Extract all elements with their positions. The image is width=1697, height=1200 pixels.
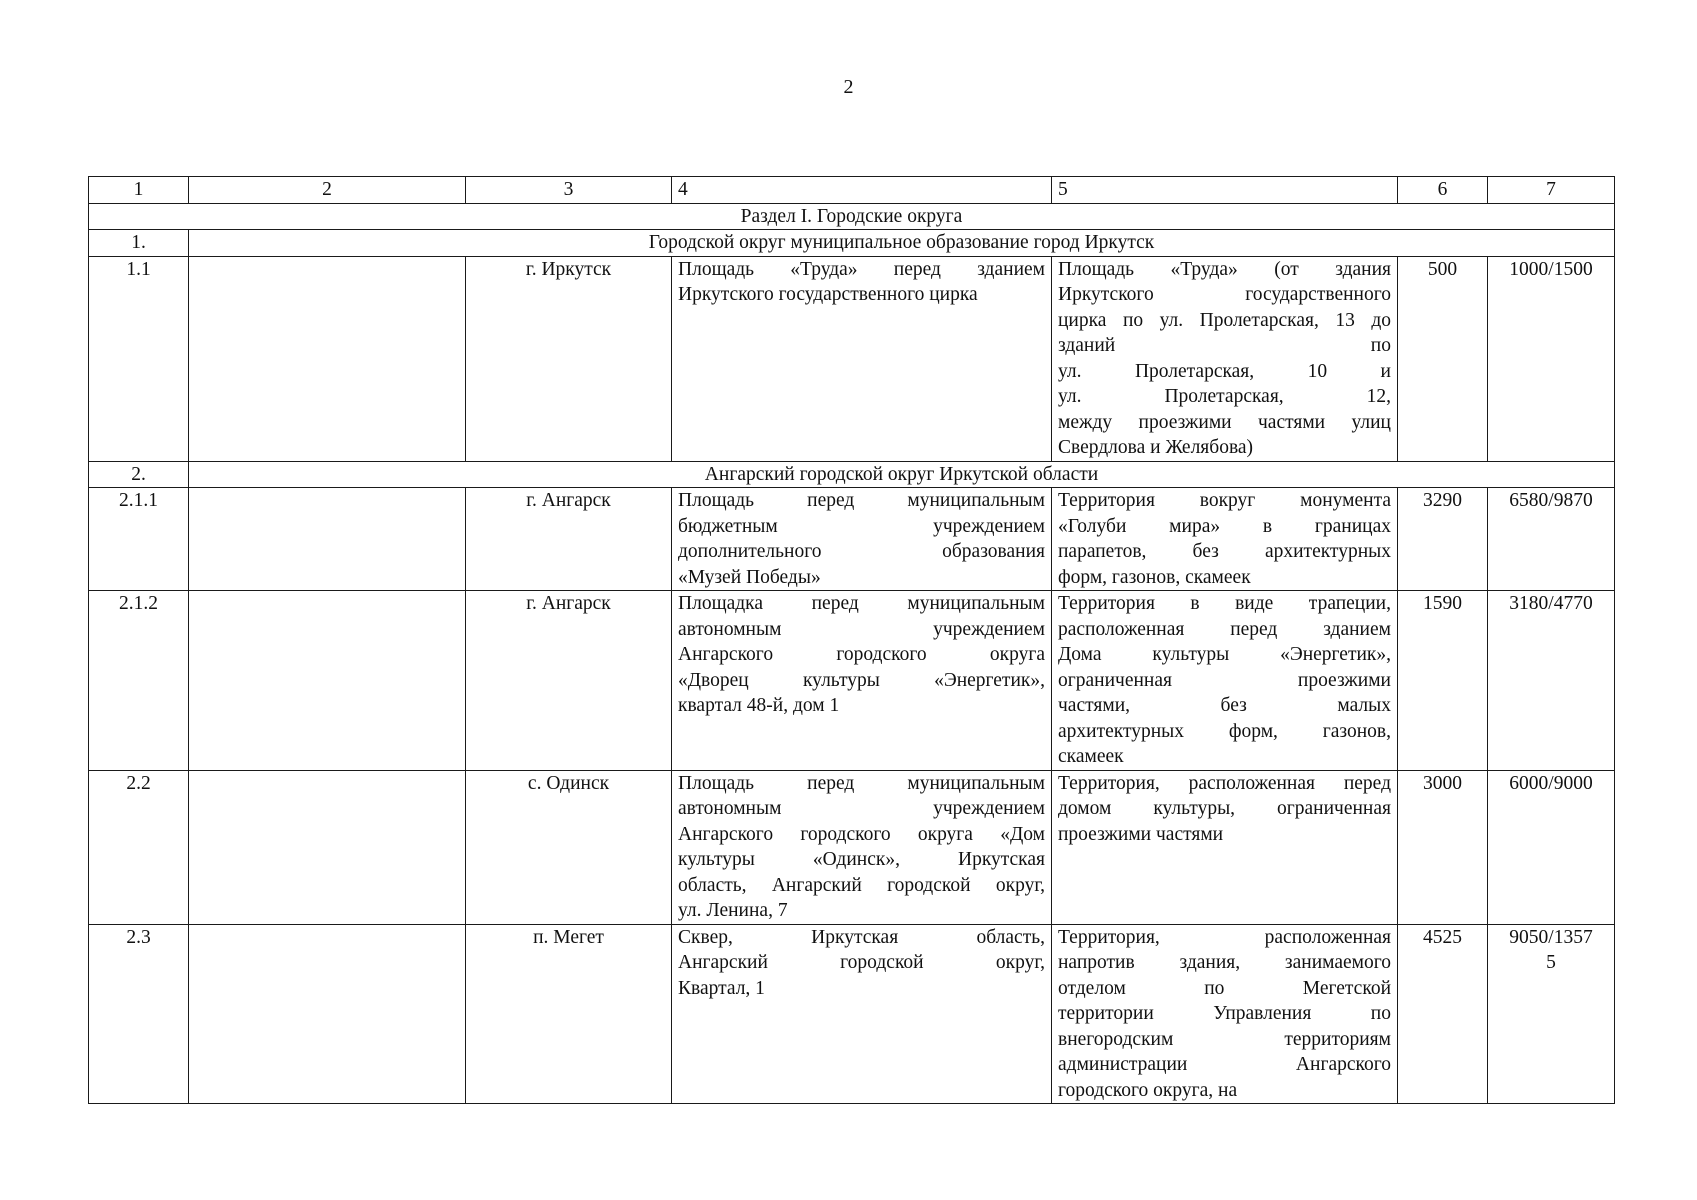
name-cell-line: Квартал, 1 [678,977,765,999]
col7-line: 5 [1546,952,1556,973]
col2-cell [189,924,466,1104]
description-cell-line: городского округа, на [1058,1079,1238,1101]
name-cell-line: бюджетным учреждением [678,515,1045,537]
column-number: 2 [189,177,466,204]
column-number: 4 [672,177,1052,204]
name-cell-line: Площадь перед муниципальным [678,772,1045,794]
name-cell-line: автономным учреждением [678,618,1045,640]
description-cell-line: Дома культуры «Энергетик», [1058,644,1391,665]
name-cell-line: «Дворец культуры «Энергетик», [678,669,1045,691]
group-number: 1. [89,230,189,257]
col7-line: 9050/1357 [1509,926,1593,948]
description-cell-line: цирка по ул. Пролетарская, 13 до [1058,309,1391,331]
row-number: 2.1.1 [89,488,189,591]
table-row [89,770,1615,924]
name-cell-line: Площадь перед муниципальным [678,490,1045,511]
description-cell-line: отделом по Мегетской [1058,977,1391,999]
name-cell [672,591,1052,771]
col7-cell: 1000/1500 [1488,256,1615,461]
description-cell-line: «Голуби мира» в границах [1058,515,1391,537]
description-cell-line: ул. Пролетарская, 10 и [1058,360,1391,382]
description-cell-line: внегородским территориям [1058,1028,1391,1050]
description-cell [1052,924,1398,1104]
column-number: 1 [89,177,189,204]
col6-cell: 3000 [1398,770,1488,924]
description-cell-line: скамеек [1058,746,1124,767]
description-cell-line: Территория в виде трапеции, [1058,593,1391,614]
description-cell-line: ул. Пролетарская, 12, [1058,386,1391,407]
description-cell-line: напротив здания, занимаемого [1058,952,1391,973]
description-cell-line: домом культуры, ограниченная [1058,798,1391,819]
description-cell-line: Территория вокруг монумента [1058,490,1391,511]
name-cell-line: Ангарского городского округа [678,644,1045,665]
group-row [89,461,1615,488]
description-cell-line: Свердлова и Желябова) [1058,437,1254,458]
col2-cell [189,591,466,771]
description-cell-line: форм, газонов, скамеек [1058,566,1251,588]
place-cell: п. Мегет [466,924,672,1104]
name-cell-line: Площадка перед муниципальным [678,593,1045,614]
description-cell [1052,591,1398,771]
col6-cell: 1590 [1398,591,1488,771]
col6-cell: 500 [1398,256,1488,461]
column-number: 5 [1052,177,1398,204]
col7-cell [1488,924,1615,1104]
name-cell-line: квартал 48-й, дом 1 [678,695,840,716]
group-title: Ангарский городской округ Иркутской области [189,461,1615,488]
description-cell-line: администрации Ангарского [1058,1054,1391,1075]
row-number: 1.1 [89,256,189,461]
col2-cell [189,256,466,461]
row-number: 2.3 [89,924,189,1104]
col7-cell: 6000/9000 [1488,770,1615,924]
description-cell-line: Иркутского государственного [1058,284,1391,305]
group-number: 2. [89,461,189,488]
description-cell-line: ограниченная проезжими [1058,669,1391,691]
description-cell-line: частями, без малых [1058,695,1391,716]
table-row [89,591,1615,771]
table-row [89,488,1615,591]
group-row [89,230,1615,257]
col2-cell [189,770,466,924]
place-cell: г. Ангарск [466,591,672,771]
column-number: 3 [466,177,672,204]
column-number-row [89,177,1615,204]
name-cell [672,488,1052,591]
col2-cell [189,488,466,591]
row-number: 2.1.2 [89,591,189,771]
col7-cell: 3180/4770 [1488,591,1615,771]
description-cell-line: территории Управления по [1058,1003,1391,1024]
name-cell-line: культуры «Одинск», Иркутская [678,849,1045,870]
column-number: 6 [1398,177,1488,204]
place-cell: г. Ангарск [466,488,672,591]
place-cell: с. Одинск [466,770,672,924]
section-title: Раздел I. Городские округа [89,203,1615,230]
row-number: 2.2 [89,770,189,924]
description-cell-line: между проезжими частями улиц [1058,411,1391,433]
name-cell [672,770,1052,924]
name-cell-line: дополнительного образования [678,541,1045,562]
column-number: 7 [1488,177,1615,204]
table-row [89,256,1615,461]
description-cell-line: Территория, расположенная перед [1058,772,1391,794]
description-cell-line: проезжими частями [1058,823,1224,845]
document-table [88,176,1615,1104]
name-cell-line: ул. Ленина, 7 [678,900,788,921]
name-cell-line: автономным учреждением [678,798,1045,819]
description-cell-line: архитектурных форм, газонов, [1058,720,1391,742]
description-cell-line: зданий по [1058,335,1391,356]
name-cell [672,256,1052,461]
name-cell-line: область, Ангарский городской округ, [678,874,1045,896]
description-cell [1052,770,1398,924]
place-cell: г. Иркутск [466,256,672,461]
description-cell-line: Территория, расположенная [1058,926,1391,948]
name-cell-line: Сквер, Иркутская область, [678,926,1045,948]
name-cell-line: «Музей Победы» [678,566,821,588]
col6-cell: 4525 [1398,924,1488,1104]
group-title: Городской округ муниципальное образование город Иркутск [189,230,1615,257]
section-row [89,203,1615,230]
description-cell-line: Площадь «Труда» (от здания [1058,258,1391,280]
name-cell-line: Площадь «Труда» перед зданием [678,258,1045,280]
description-cell [1052,256,1398,461]
name-cell-line: Ангарский городской округ, [678,952,1045,973]
page-number: 2 [843,76,854,98]
description-cell [1052,488,1398,591]
table-row [89,924,1615,1104]
description-cell-line: парапетов, без архитектурных [1058,541,1391,562]
name-cell-line: Иркутского государственного цирка [678,284,978,305]
name-cell [672,924,1052,1104]
name-cell-line: Ангарского городского округа «Дом [678,823,1045,845]
col7-cell: 6580/9870 [1488,488,1615,591]
col6-cell: 3290 [1398,488,1488,591]
description-cell-line: расположенная перед зданием [1058,618,1391,640]
